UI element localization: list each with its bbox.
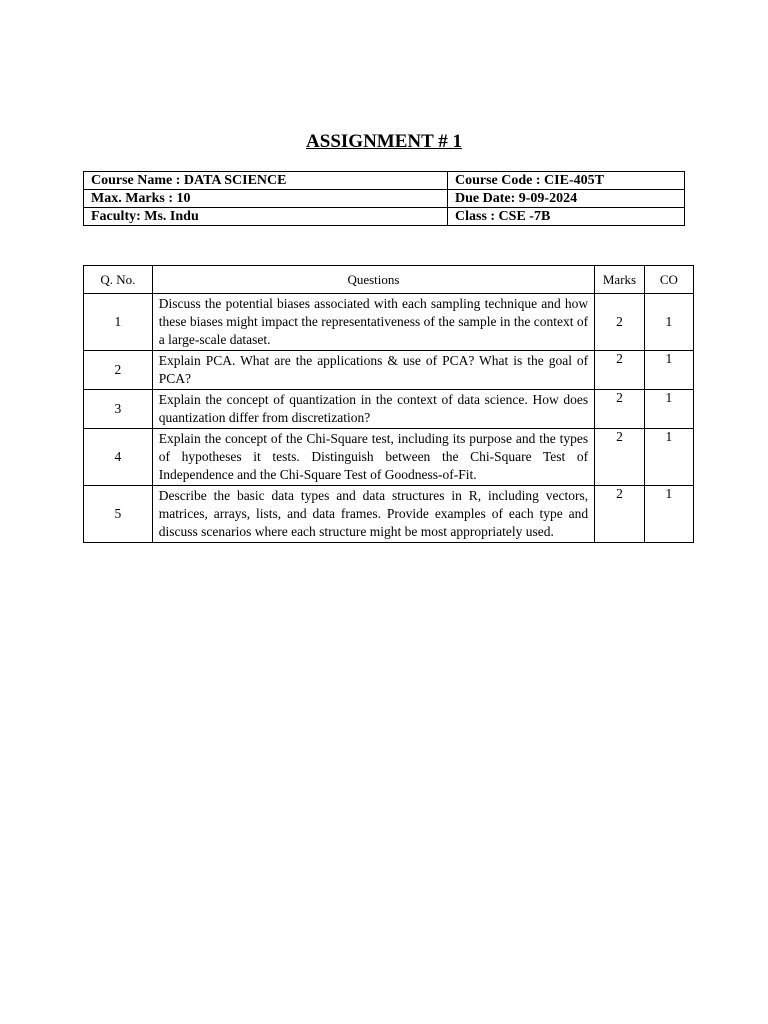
question-number: 1 xyxy=(84,294,153,351)
question-co: 1 xyxy=(644,351,693,390)
questions-header-row xyxy=(84,266,694,294)
header-co: CO xyxy=(644,266,693,294)
question-marks: 2 xyxy=(595,486,645,543)
class-name: Class : CSE -7B xyxy=(448,208,685,226)
table-row xyxy=(84,294,694,351)
question-text: Explain the concept of quantization in the context of data science. How does quantization differ from discretization? xyxy=(152,390,594,429)
table-row xyxy=(84,429,694,486)
questions-table xyxy=(83,265,694,543)
question-co: 1 xyxy=(644,294,693,351)
assignment-title: ASSIGNMENT # 1 xyxy=(306,131,462,152)
question-number: 2 xyxy=(84,351,153,390)
question-co: 1 xyxy=(644,429,693,486)
max-marks: Max. Marks : 10 xyxy=(84,190,448,208)
course-info-row xyxy=(84,190,685,208)
question-marks: 2 xyxy=(595,294,645,351)
question-number: 3 xyxy=(84,390,153,429)
question-marks: 2 xyxy=(595,351,645,390)
table-row xyxy=(84,390,694,429)
header-qno: Q. No. xyxy=(84,266,153,294)
question-text: Explain the concept of the Chi-Square test, including its purpose and the types of hypotheses it tests. Distinguish between the Chi-Square Test of Independence and the Chi-Square Test of Goodness-of-Fit. xyxy=(152,429,594,486)
question-text: Discuss the potential biases associated with each sampling technique and how these biases might impact the representativeness of the sample in the context of a large-scale dataset. xyxy=(152,294,594,351)
question-marks: 2 xyxy=(595,390,645,429)
question-number: 4 xyxy=(84,429,153,486)
header-questions: Questions xyxy=(152,266,594,294)
question-marks: 2 xyxy=(595,429,645,486)
table-row xyxy=(84,486,694,543)
course-name: Course Name : DATA SCIENCE xyxy=(84,172,448,190)
faculty: Faculty: Ms. Indu xyxy=(84,208,448,226)
question-number: 5 xyxy=(84,486,153,543)
course-code: Course Code : CIE-405T xyxy=(448,172,685,190)
question-co: 1 xyxy=(644,486,693,543)
course-info-row xyxy=(84,172,685,190)
header-marks: Marks xyxy=(595,266,645,294)
table-row xyxy=(84,351,694,390)
course-info-row xyxy=(84,208,685,226)
question-text: Explain PCA. What are the applications & use of PCA? What is the goal of PCA? xyxy=(152,351,594,390)
question-text: Describe the basic data types and data structures in R, including vectors, matrices, arrays, lists, and data frames. Provide examples of each type and discuss scenarios where each structure might be most appropriately used. xyxy=(152,486,594,543)
course-info-table xyxy=(83,171,685,226)
question-co: 1 xyxy=(644,390,693,429)
due-date: Due Date: 9-09-2024 xyxy=(448,190,685,208)
